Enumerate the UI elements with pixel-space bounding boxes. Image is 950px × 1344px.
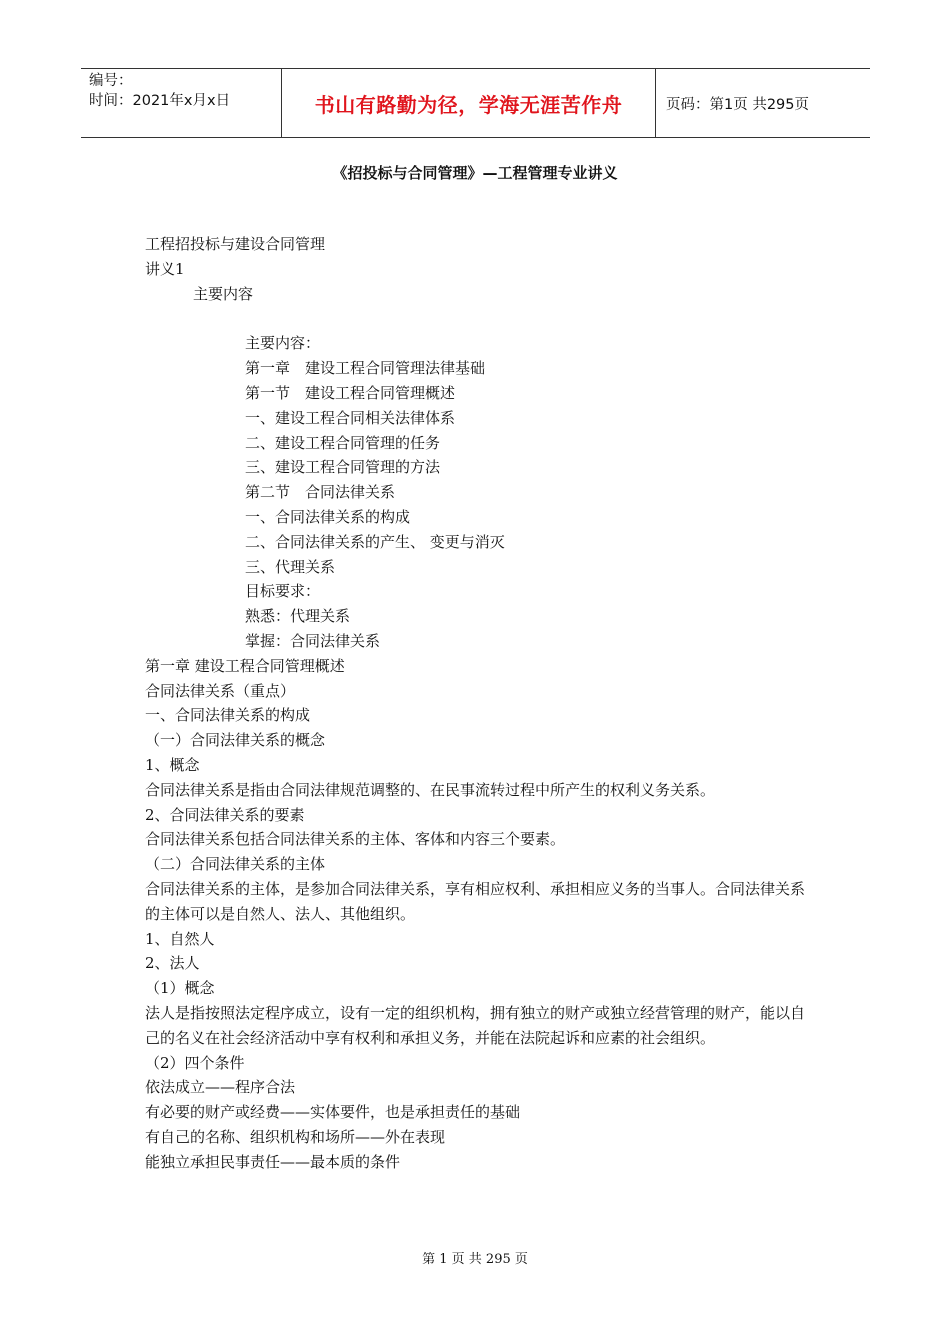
chapter-heading: 第一章 建设工程合同管理概述: [145, 656, 345, 675]
body-paragraph: 合同法律关系包括合同法律关系的主体、客体和内容三个要素。: [145, 830, 566, 849]
outline-item: 二、合同法律关系的产生、 变更与消灭: [245, 532, 505, 551]
item-heading: 1、概念: [145, 755, 200, 774]
outline-item: 三、建设工程合同管理的方法: [245, 458, 441, 477]
intro-line: 讲义1: [145, 259, 185, 278]
page-info: 页码：第1页 共295页: [666, 96, 810, 113]
item-heading: （1）概念: [145, 979, 215, 998]
document-body: [145, 232, 805, 1174]
item-heading: 2、合同法律关系的要素: [145, 805, 305, 824]
intro-line: 主要内容: [193, 284, 254, 303]
outline-item: 第一节 建设工程合同管理概述: [245, 383, 456, 402]
outline-item: 二、建设工程合同管理的任务: [245, 433, 441, 452]
body-paragraph: 合同法律关系是指由合同法律规范调整的、在民事流转过程中所产生的权利义务关系。: [145, 780, 716, 799]
document-header: [81, 68, 870, 138]
subsection-heading: （二）合同法律关系的主体: [145, 855, 326, 874]
body-paragraph: 合同法律关系的主体，是参加合同法律关系，享有相应权利、承担相应义务的当事人。合同法律关系的主体可以是自然人、法人、其他组织。: [145, 879, 806, 923]
item-heading: 1、自然人: [145, 929, 215, 948]
intro-line: 工程招投标与建设合同管理: [145, 235, 326, 253]
subsection-heading: （一）合同法律关系的概念: [145, 731, 326, 750]
outline-item: 三、代理关系: [245, 557, 336, 576]
condition-item: 依法成立——程序合法: [145, 1078, 296, 1097]
body-paragraph: 法人是指按照法定程序成立，设有一定的组织机构，拥有独立的财产或独立经营管理的财产，能以自己的名义在社会经济活动中享有权利和承担义务，并能在法院起诉和应素的社会组织。: [145, 1003, 806, 1047]
serial-label: 编号：: [89, 73, 133, 89]
condition-item: 能独立承担民事责任——最本质的条件: [145, 1152, 401, 1171]
motto-text: 书山有路勤为径，学海无涯苦作舟: [314, 92, 623, 117]
item-heading: （2）四个条件: [145, 1053, 245, 1072]
header-motto-cell: [282, 69, 656, 137]
outline-item: 第一章 建设工程合同管理法律基础: [245, 359, 486, 378]
section-heading: 合同法律关系（重点）: [145, 681, 296, 700]
outline-item: 熟悉：代理关系: [245, 607, 351, 626]
condition-item: 有必要的财产或经费——实体要件，也是承担责任的基础: [145, 1103, 521, 1122]
condition-item: 有自己的名称、组织机构和场所——外在表现: [145, 1127, 446, 1146]
page-footer: 第 1 页 共 295 页: [422, 1252, 528, 1267]
outline-item: 一、建设工程合同相关法律体系: [245, 408, 456, 427]
outline-item: 一、合同法律关系的构成: [245, 507, 411, 526]
outline-item: 目标要求：: [245, 582, 321, 601]
spacer: [145, 306, 805, 331]
outline-item: 掌握：合同法律关系: [245, 631, 381, 650]
document-title: 《招投标与合同管理》—工程管理专业讲义: [332, 164, 618, 182]
item-heading: 2、法人: [145, 954, 200, 973]
time-label: 时间：2021年x月x日: [89, 93, 231, 109]
outline-item: 主要内容：: [245, 334, 321, 353]
outline-item: 第二节 合同法律关系: [245, 483, 396, 502]
header-page-cell: [656, 69, 870, 137]
header-meta-cell: [81, 69, 282, 137]
section-heading: 一、合同法律关系的构成: [145, 706, 311, 725]
